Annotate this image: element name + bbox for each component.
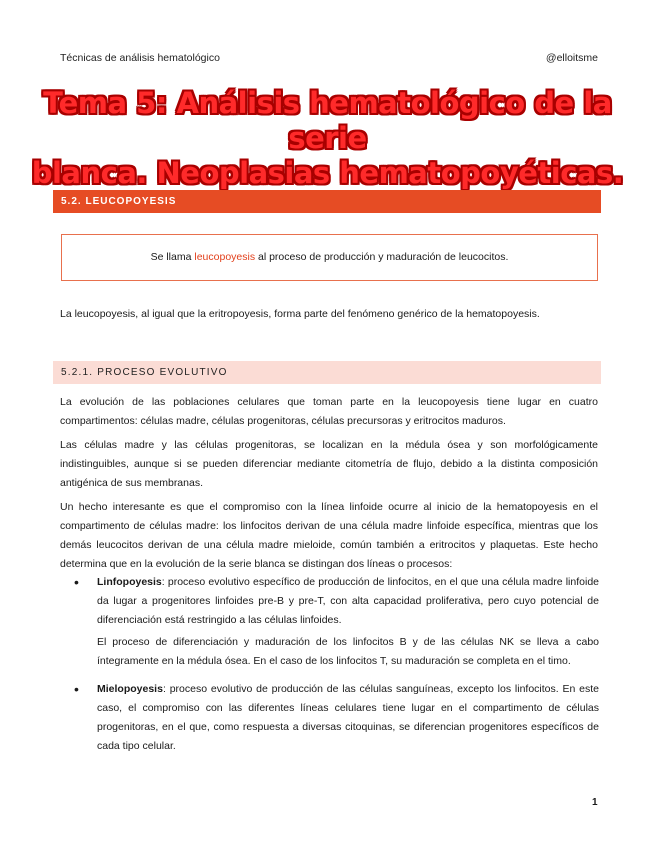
list-item-text: : proceso evolutivo específico de producción de linfocitos, en el que una célula madre linfoide da lugar a progenitores linfoides pre-B y pre-T, con alta capacidad proliferativa, pero cuyo potencial de diferenciación está restringido a las células linfoides. — [97, 576, 599, 626]
page-title-line-1: Tema 5: Análisis hematológico de la serie — [43, 86, 612, 155]
definition-text-after: al proceso de producción y maduración de leucocitos. — [255, 251, 509, 263]
definition-text-before: Se llama — [150, 251, 195, 263]
header-course-title: Técnicas de análisis hematológico — [60, 52, 220, 64]
list-item-mielopoyesis — [97, 680, 599, 756]
paragraph-stem-cells: Las células madre y las células progenitoras, se localizan en la médula ósea y son morfológicamente indistinguibles, aunque si se pueden diferenciar mediante citometría de flujo, debido a la distinta composición antigénica de sus membranas. — [60, 439, 598, 489]
list-item-term: Linfopoyesis — [97, 576, 162, 588]
bullet-marker: • — [74, 574, 79, 590]
paragraph-compartments: La evolución de las poblaciones celulares que toman parte en la leucopoyesis tiene lugar en cuatro compartimentos: células madre, células progenitoras, células precursoras y eritrocitos maduros. — [60, 396, 598, 427]
subsection-heading: 5.2.1. PROCESO EVOLUTIVO — [53, 361, 601, 384]
section-heading: 5.2. LEUCOPOYESIS — [53, 190, 601, 213]
list-item-text: : proceso evolutivo de producción de las células sanguíneas, excepto los linfocitos. En este caso, el compromiso con las diferentes líneas celulares tiene lugar en el compartimento de células progenitoras, en el que, como respuesta a diversas citoquinas, se diferencian progenitores específicos de cada tipo celular. — [97, 683, 599, 752]
list-item-linfopoyesis — [97, 573, 599, 630]
header-author-handle: @elloitsme — [545, 52, 598, 64]
bullet-marker: • — [74, 681, 79, 697]
definition-term: leucopoyesis — [194, 251, 256, 263]
page-number: 1 — [592, 797, 598, 808]
list-item-linfopoyesis-extra: El proceso de diferenciación y maduración de los linfocitos B y de las células NK se lleva a cabo íntegramente en la médula ósea. En el caso de los linfocitos T, su maduración se completa en el timo. — [97, 636, 599, 667]
list-item-term: Mielopoyesis — [97, 683, 163, 695]
page-title — [20, 86, 635, 191]
page-title-line-2: blanca. Neoplasias hematopoyéticas. — [31, 156, 624, 190]
intro-paragraph: La leucopoyesis, al igual que la eritropoyesis, forma parte del fenómeno genérico de la hematopoyesis. — [60, 308, 540, 320]
paragraph-lymphoid-commitment: Un hecho interesante es que el compromiso con la línea linfoide ocurre al inicio de la hematopoyesis en el compartimento de células madre: los linfocitos derivan de una célula madre linfoide específica, mientras que los demás leucocitos derivan de una célula madre mieloide, común también a eritrocitos y plaquetas. Este hecho determina que en la evolución de la serie blanca se distingan dos líneas o procesos: — [60, 501, 598, 570]
definition-box — [61, 234, 598, 281]
